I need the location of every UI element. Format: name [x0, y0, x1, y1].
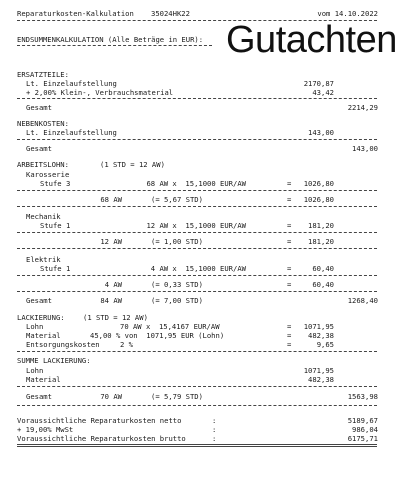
equals-sign: =: [287, 331, 292, 340]
group-stufe-mechanik: Stufe 1: [40, 221, 71, 230]
lackierung-row-calc: 2 %: [120, 340, 133, 349]
lackierung-row-label: Lohn: [26, 322, 44, 331]
final-double-rule: [17, 444, 377, 447]
summe-lackierung-row-label: Lohn: [26, 366, 44, 375]
equals-sign: =: [287, 179, 292, 188]
divider: [17, 351, 377, 352]
group-stufe-karosserie: Stufe 3: [40, 179, 71, 188]
group-value-karosserie: 1026,80: [303, 179, 334, 188]
summary-netto-label: Voraussichtliche Reparaturkosten netto: [17, 416, 182, 425]
group-sub-aw-elektrik: 4 AW: [104, 280, 122, 289]
summe-lackierung-row-value: 482,38: [308, 375, 334, 384]
summary-netto-value: 5189,67: [347, 416, 378, 425]
lackierung-title: LACKIERUNG:: [17, 313, 65, 322]
equals-sign: =: [287, 280, 292, 289]
group-name-elektrik: Elektrik: [26, 255, 61, 264]
arbeitslohn-rate: (1 STD = 12 AW): [100, 160, 165, 169]
summary-colon: :: [212, 425, 217, 434]
group-calc-mechanik: 12 AW x 15,1000 EUR/AW: [146, 221, 246, 230]
group-name-karosserie: Karosserie: [26, 170, 70, 179]
arbeitslohn-total-aw: 84 AW: [100, 296, 122, 305]
equals-sign: =: [287, 322, 292, 331]
lackierung-rate: (1 STD = 12 AW): [83, 313, 148, 322]
reference-number: 35024HK22: [151, 9, 190, 18]
summe-lackierung-total-value: 1563,98: [347, 392, 378, 401]
divider: [17, 232, 377, 233]
ersatzteile-total-value: 2214,29: [347, 103, 378, 112]
group-sub-std-mechanik: (= 1,00 STD): [151, 237, 203, 246]
ersatzteile-line1: Lt. Einzelaufstellung: [26, 79, 117, 88]
summary-mwst-label: + 19,00% MwSt: [17, 425, 74, 434]
equals-sign: =: [287, 340, 292, 349]
summary-brutto-value: 6175,71: [347, 434, 378, 443]
summary-brutto-label: Voraussichtliche Reparaturkosten brutto: [17, 434, 186, 443]
group-sub-aw-mechanik: 12 AW: [100, 237, 122, 246]
arbeitslohn-title: ARBEITSLOHN:: [17, 160, 69, 169]
group-sub-value-karosserie: 1026,80: [303, 195, 334, 204]
group-name-mechanik: Mechanik: [26, 212, 61, 221]
divider: [17, 98, 377, 99]
equals-sign: =: [287, 264, 292, 273]
gutachten-stamp: Gutachten: [226, 19, 397, 61]
summe-lackierung-title: SUMME LACKIERUNG:: [17, 356, 91, 365]
summe-lackierung-row-label: Material: [26, 375, 61, 384]
lackierung-row-calc: 45,00 % von 1071,95 EUR (Lohn): [90, 331, 225, 340]
nebenkosten-line1: Lt. Einzelaufstellung: [26, 128, 117, 137]
section-heading: ENDSUMMENKALKULATION (Alle Beträge in EUR):: [17, 35, 204, 44]
equals-sign: =: [287, 221, 292, 230]
document-date: vom 14.10.2022: [317, 9, 378, 18]
ersatzteile-line2: + 2,00% Klein-, Verbrauchsmaterial: [26, 88, 174, 97]
summe-lackierung-total-aw: 70 AW: [100, 392, 122, 401]
nebenkosten-title: NEBENKOSTEN:: [17, 119, 69, 128]
summary-colon: :: [212, 434, 217, 443]
lackierung-row-calc: 70 AW x 15,4167 EUR/AW: [120, 322, 220, 331]
nebenkosten-total-value: 143,00: [352, 144, 378, 153]
ersatzteile-total-label: Gesamt: [26, 103, 52, 112]
lackierung-row-label: Entsorgungskosten: [26, 340, 100, 349]
group-sub-value-elektrik: 60,40: [312, 280, 334, 289]
heading-underline: [17, 45, 212, 46]
lackierung-row-value: 9,65: [316, 340, 334, 349]
divider: [17, 139, 377, 140]
ersatzteile-line1-value: 2170,87: [303, 79, 334, 88]
nebenkosten-total-label: Gesamt: [26, 144, 52, 153]
group-calc-karosserie: 68 AW x 15,1000 EUR/AW: [146, 179, 246, 188]
summe-lackierung-total-label: Gesamt: [26, 392, 52, 401]
group-sub-std-karosserie: (= 5,67 STD): [151, 195, 203, 204]
group-calc-elektrik: 4 AW x 15,1000 EUR/AW: [150, 264, 246, 273]
lackierung-row-value: 1071,95: [303, 322, 334, 331]
group-sub-aw-karosserie: 68 AW: [100, 195, 122, 204]
arbeitslohn-total-std: (= 7,00 STD): [151, 296, 203, 305]
document-title: Reparaturkosten-Kalkulation: [17, 9, 134, 18]
group-value-mechanik: 181,20: [308, 221, 334, 230]
equals-sign: =: [287, 237, 292, 246]
divider: [17, 291, 377, 292]
nebenkosten-line1-value: 143,00: [308, 128, 334, 137]
divider: [17, 386, 377, 387]
summary-mwst-value: 986,04: [352, 425, 378, 434]
equals-sign: =: [287, 195, 292, 204]
divider: [17, 248, 377, 249]
ersatzteile-title: ERSATZTEILE:: [17, 70, 69, 79]
group-value-elektrik: 60,40: [312, 264, 334, 273]
divider: [17, 405, 377, 406]
lackierung-row-label: Material: [26, 331, 61, 340]
arbeitslohn-total-value: 1268,40: [347, 296, 378, 305]
arbeitslohn-total-label: Gesamt: [26, 296, 52, 305]
divider: [17, 275, 377, 276]
divider: [17, 206, 377, 207]
group-stufe-elektrik: Stufe 1: [40, 264, 71, 273]
lackierung-row-value: 482,38: [308, 331, 334, 340]
divider: [17, 190, 377, 191]
summary-colon: :: [212, 416, 217, 425]
ersatzteile-line2-value: 43,42: [312, 88, 334, 97]
group-sub-std-elektrik: (= 0,33 STD): [151, 280, 203, 289]
group-sub-value-mechanik: 181,20: [308, 237, 334, 246]
summe-lackierung-total-std: (= 5,79 STD): [151, 392, 203, 401]
summe-lackierung-row-value: 1071,95: [303, 366, 334, 375]
